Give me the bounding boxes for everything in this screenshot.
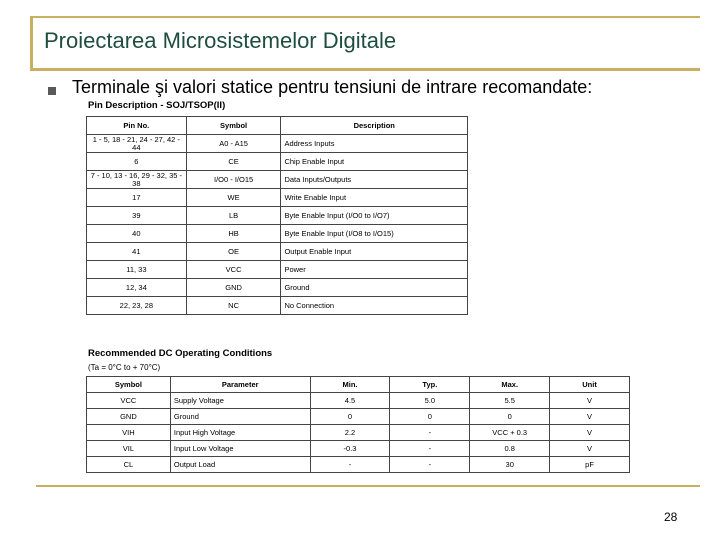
table-cell: 4.5: [310, 393, 390, 409]
dc-table-subcaption: (Ta = 0°C to + 70°C): [88, 363, 161, 372]
table-cell: pF: [550, 457, 630, 473]
table-row: [87, 297, 468, 315]
column-header: Description: [281, 117, 468, 135]
table-cell: CL: [87, 457, 171, 473]
table-cell: Byte Enable Input (I/O0 to I/O7): [281, 207, 468, 225]
table-row: [87, 189, 468, 207]
table-cell: 0: [310, 409, 390, 425]
table-cell: 0: [390, 409, 470, 425]
table-cell: HB: [186, 225, 281, 243]
table-cell: Address Inputs: [281, 135, 468, 153]
column-header: Parameter: [170, 377, 310, 393]
table-cell: Output Enable Input: [281, 243, 468, 261]
table-cell: Output Load: [170, 457, 310, 473]
column-header: Symbol: [186, 117, 281, 135]
table-cell: Chip Enable Input: [281, 153, 468, 171]
column-header: Symbol: [87, 377, 171, 393]
pin-table-header: [87, 117, 468, 135]
table-row: [87, 171, 468, 189]
dc-conditions-table: [86, 376, 630, 473]
table-row: [87, 135, 468, 153]
table-cell: Input Low Voltage: [170, 441, 310, 457]
table-cell: 12, 34: [87, 279, 187, 297]
table-row: [87, 153, 468, 171]
table-cell: OE: [186, 243, 281, 261]
table-cell: V: [550, 409, 630, 425]
table-cell: -: [390, 441, 470, 457]
table-cell: Byte Enable Input (I/O8 to I/O15): [281, 225, 468, 243]
table-cell: I/O0 - I/O15: [186, 171, 281, 189]
table-cell: Input High Voltage: [170, 425, 310, 441]
table-cell: CE: [186, 153, 281, 171]
left-rule: [30, 16, 33, 71]
column-header: Min.: [310, 377, 390, 393]
table-cell: Write Enable Input: [281, 189, 468, 207]
table-cell: VIL: [87, 441, 171, 457]
table-cell: -: [390, 425, 470, 441]
table-cell: Supply Voltage: [170, 393, 310, 409]
dc-table-header: [87, 377, 630, 393]
table-cell: 41: [87, 243, 187, 261]
bullet-text: Terminale şi valori statice pentru tensiuni de intrare recomandate:: [72, 77, 593, 97]
table-cell: Data Inputs/Outputs: [281, 171, 468, 189]
table-cell: 30: [470, 457, 550, 473]
table-cell: -: [390, 457, 470, 473]
column-header: Unit: [550, 377, 630, 393]
table-cell: VCC: [186, 261, 281, 279]
column-header: Max.: [470, 377, 550, 393]
table-row: [87, 457, 630, 473]
table-cell: -: [310, 457, 390, 473]
title-underline: [30, 68, 700, 71]
bullet-square-icon: [48, 87, 56, 95]
table-cell: Power: [281, 261, 468, 279]
table-row: [87, 207, 468, 225]
table-cell: VCC + 0.3: [470, 425, 550, 441]
table-row: [87, 425, 630, 441]
table-row: [87, 409, 630, 425]
table-cell: LB: [186, 207, 281, 225]
table-cell: 0.8: [470, 441, 550, 457]
table-row: [87, 243, 468, 261]
table-cell: 1 - 5, 18 - 21, 24 - 27, 42 - 44: [87, 135, 187, 153]
table-cell: 39: [87, 207, 187, 225]
table-cell: 17: [87, 189, 187, 207]
table-cell: VIH: [87, 425, 171, 441]
table-cell: 2.2: [310, 425, 390, 441]
table-cell: V: [550, 441, 630, 457]
table-cell: No Connection: [281, 297, 468, 315]
top-rule: [30, 16, 700, 18]
column-header: Pin No.: [87, 117, 187, 135]
table-cell: GND: [186, 279, 281, 297]
table-cell: V: [550, 425, 630, 441]
page-number: 28: [664, 510, 678, 524]
table-cell: 0: [470, 409, 550, 425]
table-cell: 22, 23, 28: [87, 297, 187, 315]
table-row: [87, 393, 630, 409]
table-cell: 5.5: [470, 393, 550, 409]
table-cell: 7 - 10, 13 - 16, 29 - 32, 35 - 38: [87, 171, 187, 189]
table-cell: 40: [87, 225, 187, 243]
table-cell: Ground: [281, 279, 468, 297]
pin-description-table: [86, 116, 468, 315]
table-cell: Ground: [170, 409, 310, 425]
table-row: [87, 279, 468, 297]
table-cell: A0 - A15: [186, 135, 281, 153]
table-row: [87, 261, 468, 279]
table-cell: -0.3: [310, 441, 390, 457]
table-row: [87, 225, 468, 243]
pin-table-caption: Pin Description - SOJ/TSOP(II): [88, 100, 226, 111]
table-cell: 5.0: [390, 393, 470, 409]
column-header: Typ.: [390, 377, 470, 393]
table-cell: V: [550, 393, 630, 409]
table-row: [87, 441, 630, 457]
table-cell: VCC: [87, 393, 171, 409]
table-cell: NC: [186, 297, 281, 315]
table-cell: GND: [87, 409, 171, 425]
table-cell: 11, 33: [87, 261, 187, 279]
table-cell: WE: [186, 189, 281, 207]
bottom-rule: [36, 485, 700, 487]
slide-title: Proiectarea Microsistemelor Digitale: [44, 28, 397, 53]
table-cell: 6: [87, 153, 187, 171]
dc-table-caption: Recommended DC Operating Conditions: [88, 348, 273, 359]
